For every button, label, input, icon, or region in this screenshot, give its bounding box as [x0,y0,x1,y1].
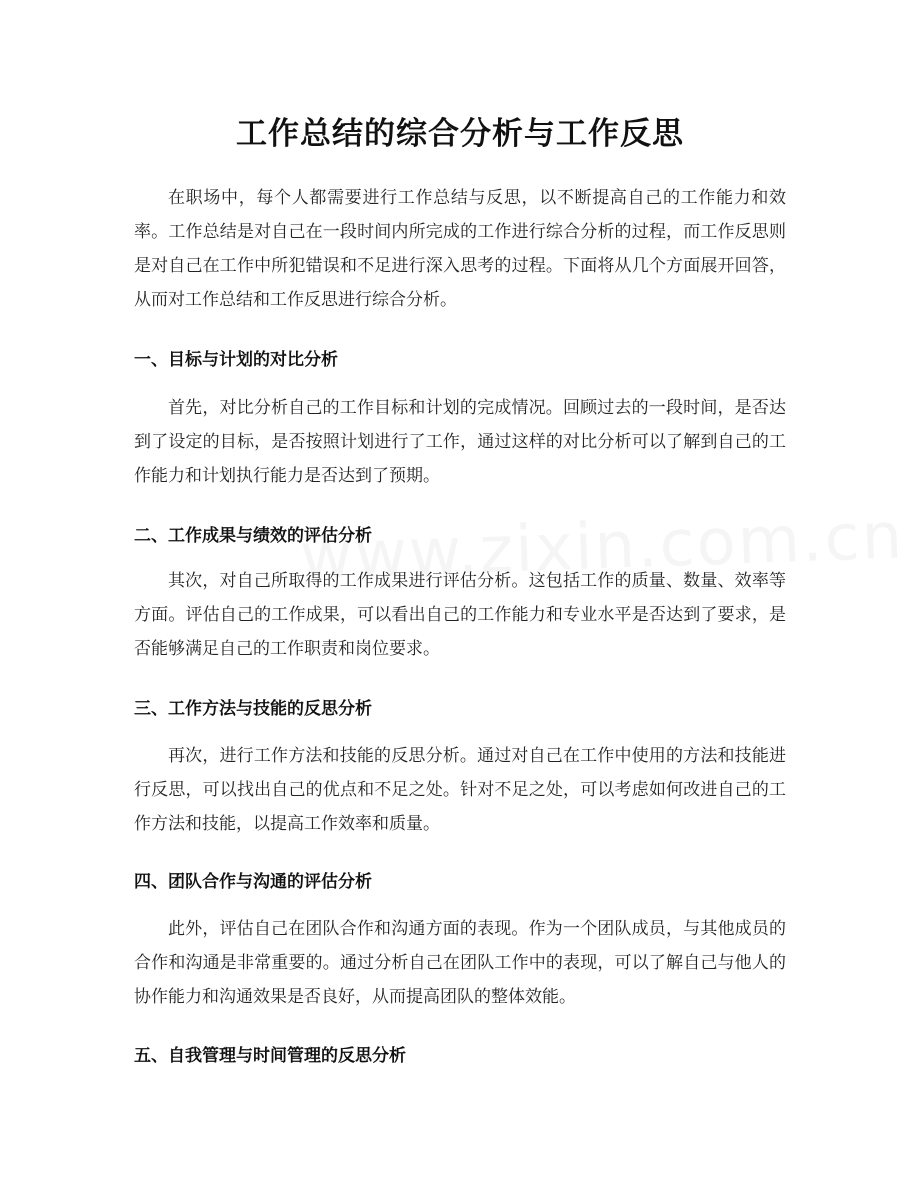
section-heading-2: 二、工作成果与绩效的评估分析 [134,526,372,546]
section-heading-3: 三、工作方法与技能的反思分析 [134,699,372,719]
intro-paragraph: 在职场中，每个人都需要进行工作总结与反思，以不断提高自己的工作能力和效率。工作总结是对自己在一段时间内所完成的工作进行综合分析的过程，而工作反思则是对自己在工作中所犯错误和不足进行深入思考的过程。下面将从几个方面展开回答，从而对工作总结和工作反思进行综合分析。 [134,188,786,310]
section-heading-4: 四、团队合作与沟通的评估分析 [134,872,372,892]
document-title: 工作总结的综合分析与工作反思 [236,116,684,152]
section-heading-5: 五、自我管理与时间管理的反思分析 [134,1046,406,1066]
section-body-3: 再次，进行工作方法和技能的反思分析。通过对自己在工作中使用的方法和技能进行反思，可以找出自己的优点和不足之处。针对不足之处，可以考虑如何改进自己的工作方法和技能，以提高工作效率和质量。 [134,746,786,834]
section-body-4: 此外，评估自己在团队合作和沟通方面的表现。作为一个团队成员，与其他成员的合作和沟通是非常重要的。通过分析自己在团队工作中的表现，可以了解自己与他人的协作能力和沟通效果是否良好，从而提高团队的整体效能。 [134,919,786,1007]
section-body-2: 其次，对自己所取得的工作成果进行评估分析。这包括工作的质量、数量、效率等方面。评估自己的工作成果，可以看出自己的工作能力和专业水平是否达到了要求，是否能够满足自己的工作职责和岗位要求。 [134,571,786,659]
section-body-1: 首先，对比分析自己的工作目标和计划的完成情况。回顾过去的一段时间，是否达到了设定的目标，是否按照计划进行了工作，通过这样的对比分析可以了解到自己的工作能力和计划执行能力是否达到了预期。 [134,398,786,486]
section-heading-1: 一、目标与计划的对比分析 [134,350,338,370]
